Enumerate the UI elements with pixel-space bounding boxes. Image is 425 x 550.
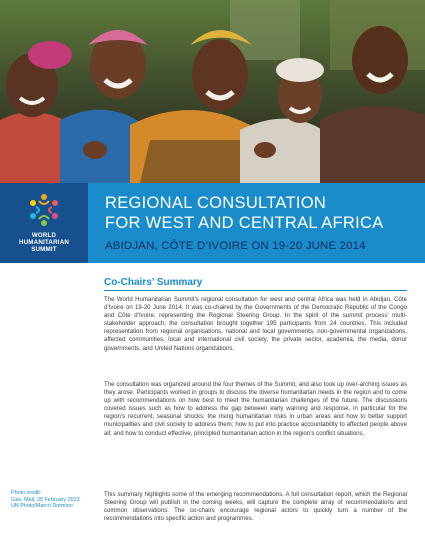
page-title-line1: REGIONAL CONSULTATION [105,194,327,212]
logo-text-world: WORLD [31,232,57,239]
photo-credit [11,490,91,510]
page-title-line2: FOR WEST AND CENTRAL AFRICA [105,214,384,232]
whs-logo-icon [27,193,61,227]
logo-text-summit: SUMMIT [31,246,57,253]
summary-paragraph-3: This summary highlights some of the emerging recommendations. A full consultation report, which the Regional Steering Group will publish in the coming weeks, will capture the complete array of recommendations and common observations. The co-chairs encourage regional actors to quickly turn a number of the recommendations into specific action and programmes. [104,491,407,523]
cover-photo [0,0,425,183]
summary-paragraph-2: The consultation was organized around the four themes of the Summit, and also took up over-arching issues as they arose. Participants worked in groups to discuss the diverse humanitarian needs in the region and to come up with recommendations on how best to meet the humanitarian challenges of the future. The discussions covered issues such as how to address the gap between early warning and response, in particular for the region’s recurrent, seasonal shocks; the rising humanitarian risks in urban areas and how to better support municipalities and civil society to address them; how to put into practice accountability to affected people above all; and how to conduct effective, principled humanitarian action in the region’s conflict situations. [104,381,407,437]
heading-divider [104,290,407,291]
photo-credit-location: Gao, Mali, 25 February 2013 [11,496,80,503]
logo-text-humanitarian: HUMANITARIAN [18,239,70,246]
cover-photo-illustration [0,0,425,183]
page-subtitle: ABIDJAN, CÔTE D’IVOIRE ON 19-20 JUNE 2014 [105,240,366,252]
whs-logo [0,183,88,263]
photo-credit-source: UN Photo/Marco Dormino [11,503,73,510]
summary-paragraph-1: The World Humanitarian Summit’s regional consultation for west and central Africa was held in Abidjan, Côte d’Ivoire on 19-20 June 2014. It was co-chaired by the Governments of the Democratic Republic of the Congo and Côte d’Ivoire, representing the Regional Steering Group. In the spirit of the summit process’ multi-stakeholder approach, the consultation brought together 195 participants from 24 countries. This included representation from regional organisations, national and local governments, non-governmental organizations, affected communities, local and international civil society, the private sector, academia, the media, donor governments, and United Nations organizations. [104,296,407,352]
photo-credit-label: Photo credit: [11,490,42,496]
summary-heading: Co-Chairs’ Summary [104,277,203,288]
